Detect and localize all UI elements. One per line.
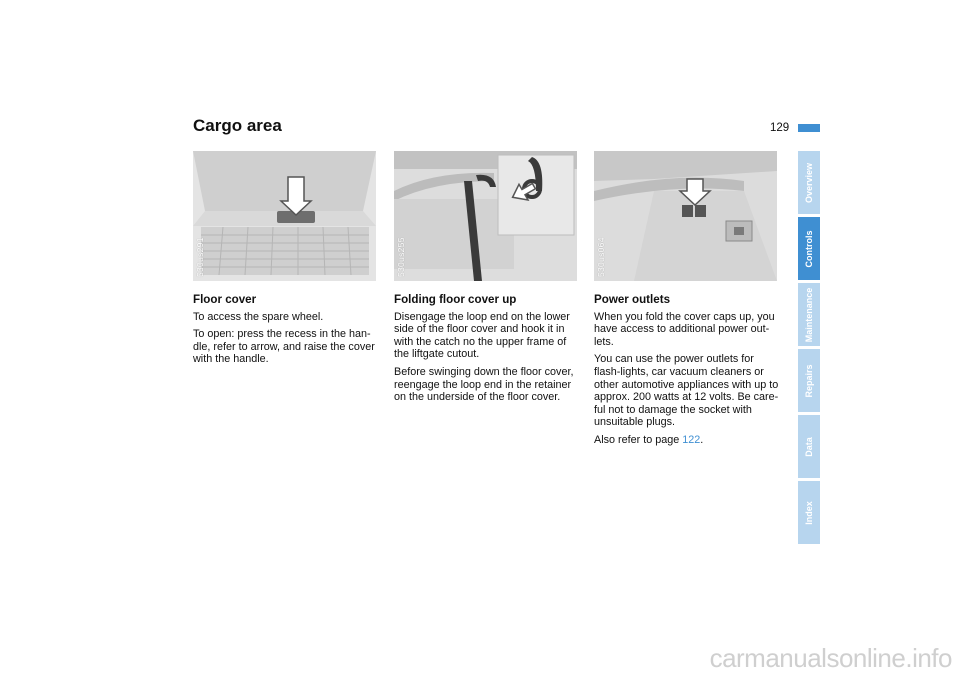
power-outlets-photo: [594, 151, 777, 281]
chapter-tabs: [798, 151, 820, 547]
floor-cover-section: [193, 294, 381, 371]
tab-label: Controls: [804, 230, 814, 267]
paragraph: To open: press the recess in the han-dle, refer to arrow, and raise the cover with the handle.: [193, 328, 375, 366]
paragraph: To access the spare wheel.: [193, 310, 324, 323]
page-title: Cargo area: [193, 116, 282, 135]
paragraph: Before swinging down the floor cover, reengage the loop end in the retainer on the underside of the floor cover.: [394, 365, 574, 404]
photo-code: 530us255: [396, 237, 406, 277]
paragraph: When you fold the cover caps up, you have access to additional power out-lets.: [594, 310, 775, 348]
photo-code: 530us064: [596, 237, 606, 277]
tab-label: Overview: [804, 162, 814, 203]
folding-cover-section: [394, 294, 582, 409]
text: Also refer to page: [594, 433, 683, 446]
section-heading: Power outlets: [594, 293, 671, 306]
tab-label: Maintenance: [804, 287, 814, 342]
tab-data[interactable]: [798, 415, 820, 478]
folding-cover-photo: [394, 151, 577, 281]
tab-label: Repairs: [804, 363, 814, 398]
page-marker: [798, 124, 820, 132]
paragraph: [594, 434, 782, 447]
photo-code: 530us291: [195, 237, 205, 277]
section-heading: Folding floor cover up: [394, 293, 517, 306]
tab-maintenance[interactable]: [798, 283, 820, 346]
floor-cover-photo: [193, 151, 376, 281]
section-heading: Floor cover: [193, 293, 257, 306]
tab-label: Data: [804, 436, 814, 457]
tab-controls[interactable]: [798, 217, 820, 280]
tab-label: Index: [804, 500, 814, 525]
power-outlets-section: [594, 294, 782, 452]
tab-index[interactable]: [798, 481, 820, 544]
watermark: carmanualsonline.info: [709, 643, 952, 673]
paragraph: You can use the power outlets for flash-lights, car vacuum cleaners or other automotive appliances with up to approx. 200 watts at 12 volts. Be care-ful not to damage the socket with unsuitable plugs.: [594, 353, 779, 429]
tab-repairs[interactable]: [798, 349, 820, 412]
paragraph: Disengage the loop end on the lower side of the floor cover and hook it in with the catch no the upper frame of the liftgate cutout.: [394, 310, 570, 361]
page-number: 129: [770, 122, 790, 134]
page-reference-link[interactable]: 122: [682, 433, 701, 446]
text: .: [700, 433, 704, 446]
tab-overview[interactable]: [798, 151, 820, 214]
